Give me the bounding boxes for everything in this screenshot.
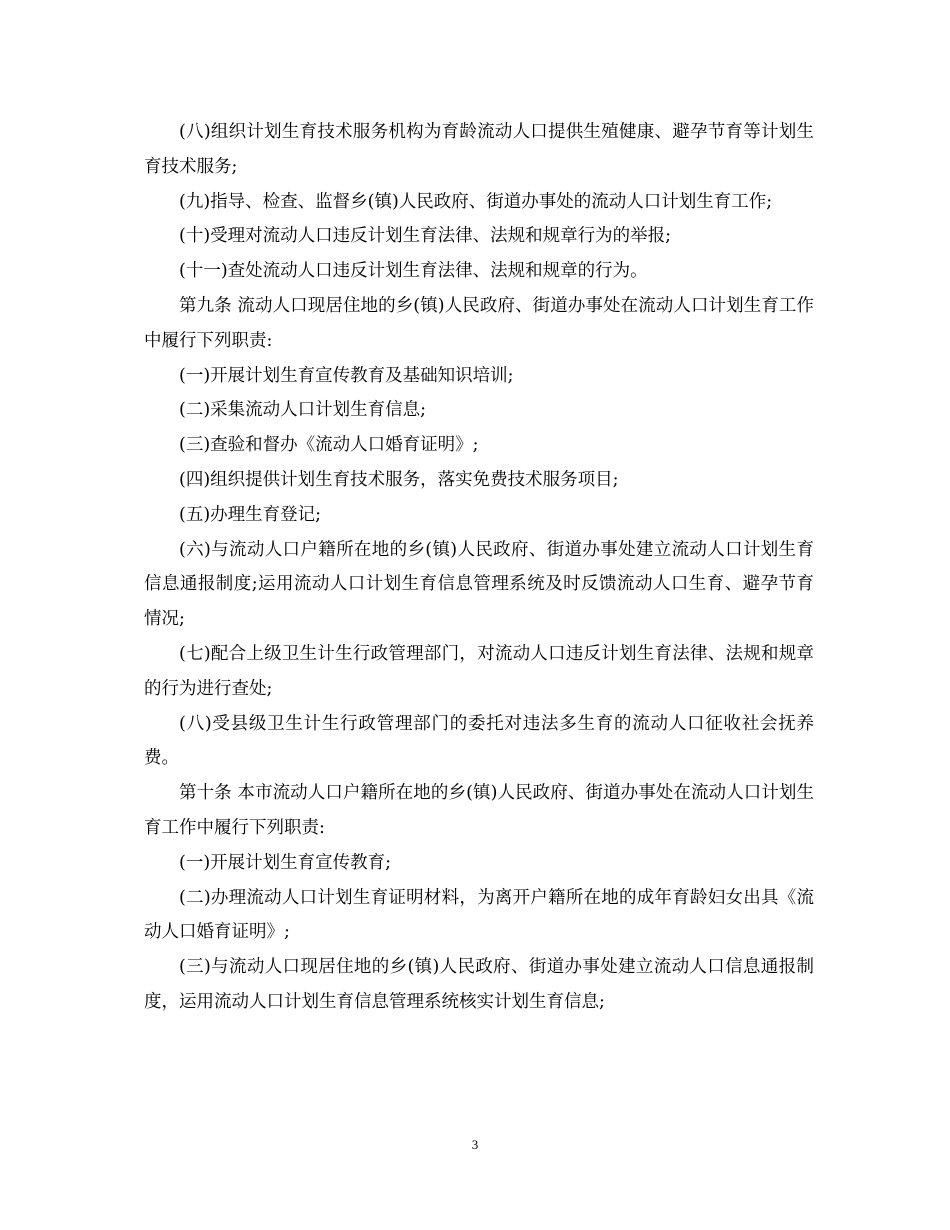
paragraph: (八)受县级卫生计生行政管理部门的委托对违法多生育的流动人口征收社会抚养费。 (144, 713, 814, 769)
paragraph: (七)配合上级卫生计生行政管理部门，对流动人口违反计划生育法律、法规和规章的行为进行查处; (144, 643, 814, 699)
paragraph: (二)采集流动人口计划生育信息; (179, 400, 427, 421)
paragraph: (八)组织计划生育技术服务机构为育龄流动人口提供生殖健康、避孕节育等计划生育技术服务; (144, 122, 814, 177)
paragraph: (三)查验和督办《流动人口婚育证明》; (179, 435, 479, 456)
paragraph: (二)办理流动人口计划生育证明材料，为离开户籍所在地的成年育龄妇女出具《流动人口婚育证明》; (144, 887, 814, 943)
paragraph: (三)与流动人口现居住地的乡(镇)人民政府、街道办事处建立流动人口信息通报制度，运用流动人口计划生育信息管理系统核实计划生育信息; (144, 957, 814, 1012)
paragraph: (四)组织提供计划生育技术服务，落实免费技术服务项目; (179, 469, 619, 490)
article-10-heading: 第十条 本市流动人口户籍所在地的乡(镇)人民政府、街道办事处在流动人口计划生育工作中履行下列职责: (144, 783, 814, 838)
paragraph: (五)办理生育登记; (179, 504, 322, 525)
paragraph: (六)与流动人口户籍所在地的乡(镇)人民政府、街道办事处建立流动人口计划生育信息通报制度;运用流动人口计划生育信息管理系统及时反馈流动人口生育、避孕节育情况; (144, 539, 814, 630)
paragraph: (一)开展计划生育宣传教育; (179, 852, 392, 873)
paragraph: (十一)查处流动人口违反计划生育法律、法规和规章的行为。 (179, 261, 648, 282)
document-body (144, 115, 814, 1020)
page-number: 3 (471, 1137, 479, 1152)
paragraph: (九)指导、检查、监督乡(镇)人民政府、街道办事处的流动人口计划生育工作; (179, 191, 773, 212)
paragraph: (十)受理对流动人口违反计划生育法律、法规和规章行为的举报; (179, 226, 672, 247)
article-9-heading: 第九条 流动人口现居住地的乡(镇)人民政府、街道办事处在流动人口计划生育工作中履行下列职责: (144, 295, 814, 351)
paragraph: (一)开展计划生育宣传教育及基础知识培训; (179, 365, 514, 386)
